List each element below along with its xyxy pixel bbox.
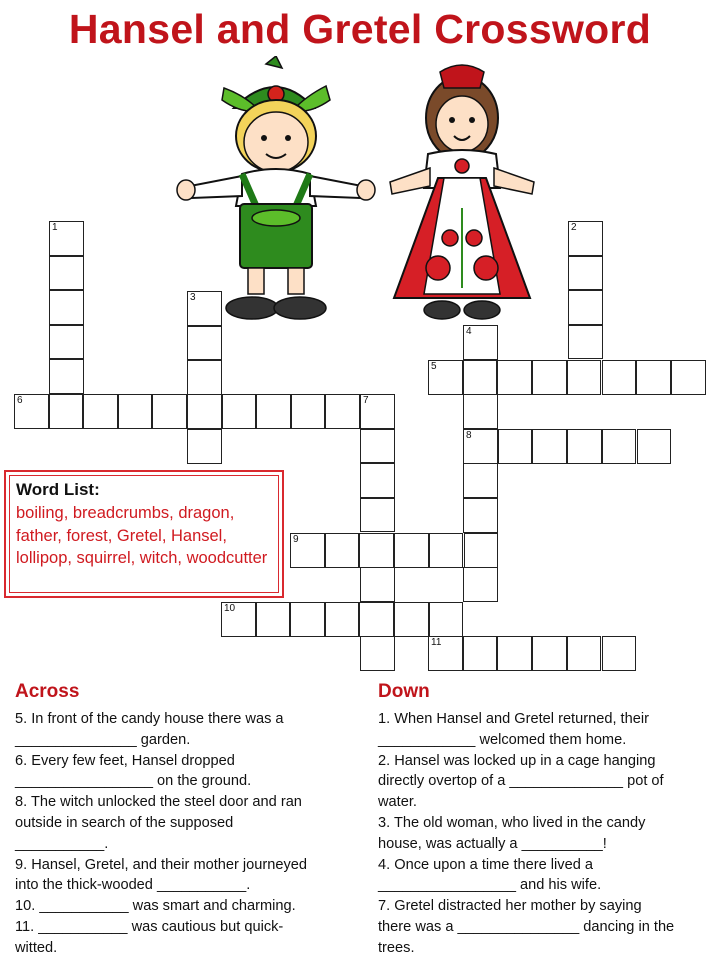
grid-cell[interactable] <box>187 429 222 464</box>
grid-cell[interactable] <box>463 636 498 671</box>
grid-cell[interactable] <box>636 360 671 395</box>
clue-number: 2 <box>571 222 577 233</box>
grid-cell[interactable] <box>428 360 463 395</box>
grid-cell[interactable] <box>567 636 602 671</box>
grid-cell[interactable] <box>394 533 429 568</box>
grid-cell[interactable] <box>118 394 153 429</box>
clue-line: outside in search of the supposed <box>15 814 234 831</box>
grid-cell[interactable] <box>360 463 395 498</box>
grid-cell[interactable] <box>83 394 118 429</box>
grid-cell[interactable] <box>325 394 360 429</box>
clue-line: _________________ and his wife. <box>378 877 602 894</box>
clue-line: there was a _______________ dancing in the <box>378 918 675 935</box>
clue-number: 5 <box>431 361 437 372</box>
grid-cell[interactable] <box>290 602 325 637</box>
grid-cell[interactable] <box>49 359 84 394</box>
grid-cell[interactable] <box>568 325 603 360</box>
clue-line: _______________ garden. <box>15 731 191 748</box>
clue-number: 3 <box>190 292 196 303</box>
clue-line: 1. When Hansel and Gretel returned, their <box>378 711 649 727</box>
clue-line: into the thick-wooded ___________. <box>15 877 251 894</box>
grid-cell[interactable] <box>187 326 222 361</box>
clue-line: witted. <box>15 939 58 956</box>
grid-cell[interactable] <box>602 636 637 671</box>
clue-line: _________________ on the ground. <box>15 773 252 790</box>
grid-cell[interactable] <box>291 394 326 429</box>
grid-cell[interactable] <box>49 325 84 360</box>
grid-cell[interactable] <box>463 567 498 602</box>
clue-line: water. <box>378 794 417 811</box>
grid-cell[interactable] <box>256 394 291 429</box>
grid-cell[interactable] <box>256 602 291 637</box>
grid-cell[interactable] <box>360 567 395 602</box>
grid-cell[interactable] <box>49 290 84 325</box>
clue-line: 11. ___________ was cautious but quick- <box>15 918 284 935</box>
clue-line: ____________ welcomed them home. <box>378 731 627 748</box>
grid-cell[interactable] <box>568 221 603 256</box>
grid-cell[interactable] <box>49 394 84 429</box>
grid-cell[interactable] <box>464 533 499 568</box>
grid-cell[interactable] <box>360 636 395 671</box>
grid-cell[interactable] <box>187 291 222 326</box>
grid-cell[interactable] <box>221 602 256 637</box>
grid-cell[interactable] <box>428 636 463 671</box>
clue-number: 7 <box>363 395 369 406</box>
grid-cell[interactable] <box>49 256 84 291</box>
clue-line: directly overtop of a ______________ pot of <box>378 773 664 790</box>
word-list-label: Word List: <box>16 480 100 499</box>
grid-cell[interactable] <box>568 256 603 291</box>
clue-line: 10. ___________ was smart and charming. <box>15 898 296 915</box>
grid-cell[interactable] <box>463 325 498 360</box>
clue-line: ___________. <box>15 835 109 852</box>
grid-cell[interactable] <box>394 602 429 637</box>
grid-cell[interactable] <box>49 221 84 256</box>
clue-line: 7. Gretel distracted her mother by saying <box>378 898 642 915</box>
grid-cell[interactable] <box>498 429 533 464</box>
grid-cell[interactable] <box>497 636 532 671</box>
clue-line: 8. The witch unlocked the steel door and ran <box>15 794 302 811</box>
grid-cell[interactable] <box>429 602 464 637</box>
grid-cell[interactable] <box>567 429 602 464</box>
grid-cell[interactable] <box>602 360 637 395</box>
grid-cell[interactable] <box>532 429 567 464</box>
grid-cell[interactable] <box>187 394 222 429</box>
grid-cell[interactable] <box>152 394 187 429</box>
clue-line: 3. The old woman, who lived in the candy <box>378 814 646 831</box>
grid-cell[interactable] <box>671 360 706 395</box>
grid-cell[interactable] <box>187 360 222 395</box>
grid-cell[interactable] <box>14 394 49 429</box>
down-clues <box>378 709 714 959</box>
grid-cell[interactable] <box>463 463 498 498</box>
grid-cell[interactable] <box>359 602 394 637</box>
clue-line: 9. Hansel, Gretel, and their mother journeyed <box>15 856 308 873</box>
word-list-words: boiling, breadcrumbs, dragon, father, forest, Gretel, Hansel, lollipop, squirrel, witch, woodcutter <box>16 504 268 567</box>
word-list-box <box>4 470 284 598</box>
across-clues <box>15 709 355 959</box>
grid-cell[interactable] <box>568 290 603 325</box>
down-heading: Down <box>378 681 430 702</box>
grid-cell[interactable] <box>463 498 498 533</box>
grid-cell[interactable] <box>532 360 567 395</box>
clue-number: 6 <box>17 395 23 406</box>
grid-cell[interactable] <box>222 394 257 429</box>
grid-cell[interactable] <box>463 394 498 429</box>
grid-cell[interactable] <box>290 533 325 568</box>
grid-cell[interactable] <box>359 533 394 568</box>
grid-cell[interactable] <box>567 360 602 395</box>
grid-cell[interactable] <box>532 636 567 671</box>
grid-cell[interactable] <box>325 602 360 637</box>
page-title: Hansel and Gretel Crossword <box>68 6 652 52</box>
grid-cell[interactable] <box>360 394 395 429</box>
grid-cell[interactable] <box>463 360 498 395</box>
clue-number: 10 <box>224 603 236 614</box>
grid-cell[interactable] <box>497 360 532 395</box>
clue-number: 4 <box>466 326 472 337</box>
across-heading: Across <box>15 681 80 702</box>
grid-cell[interactable] <box>463 429 498 464</box>
grid-cell[interactable] <box>637 429 672 464</box>
clue-line: house, was actually a __________! <box>378 835 607 852</box>
grid-cell[interactable] <box>325 533 360 568</box>
grid-cell[interactable] <box>429 533 464 568</box>
clue-number: 8 <box>466 430 472 441</box>
clue-line: 6. Every few feet, Hansel dropped <box>15 752 235 769</box>
clue-number: 9 <box>293 534 299 545</box>
grid-cell[interactable] <box>602 429 637 464</box>
grid-cell[interactable] <box>360 498 395 533</box>
clue-line: 5. In front of the candy house there was a <box>15 711 284 727</box>
grid-cell[interactable] <box>360 429 395 464</box>
clue-line: 2. Hansel was locked up in a cage hanging <box>378 752 656 769</box>
clue-line: 4. Once upon a time there lived a <box>378 856 593 873</box>
clue-number: 11 <box>431 637 442 648</box>
clue-number: 1 <box>52 222 58 233</box>
clue-line: trees. <box>378 939 415 956</box>
